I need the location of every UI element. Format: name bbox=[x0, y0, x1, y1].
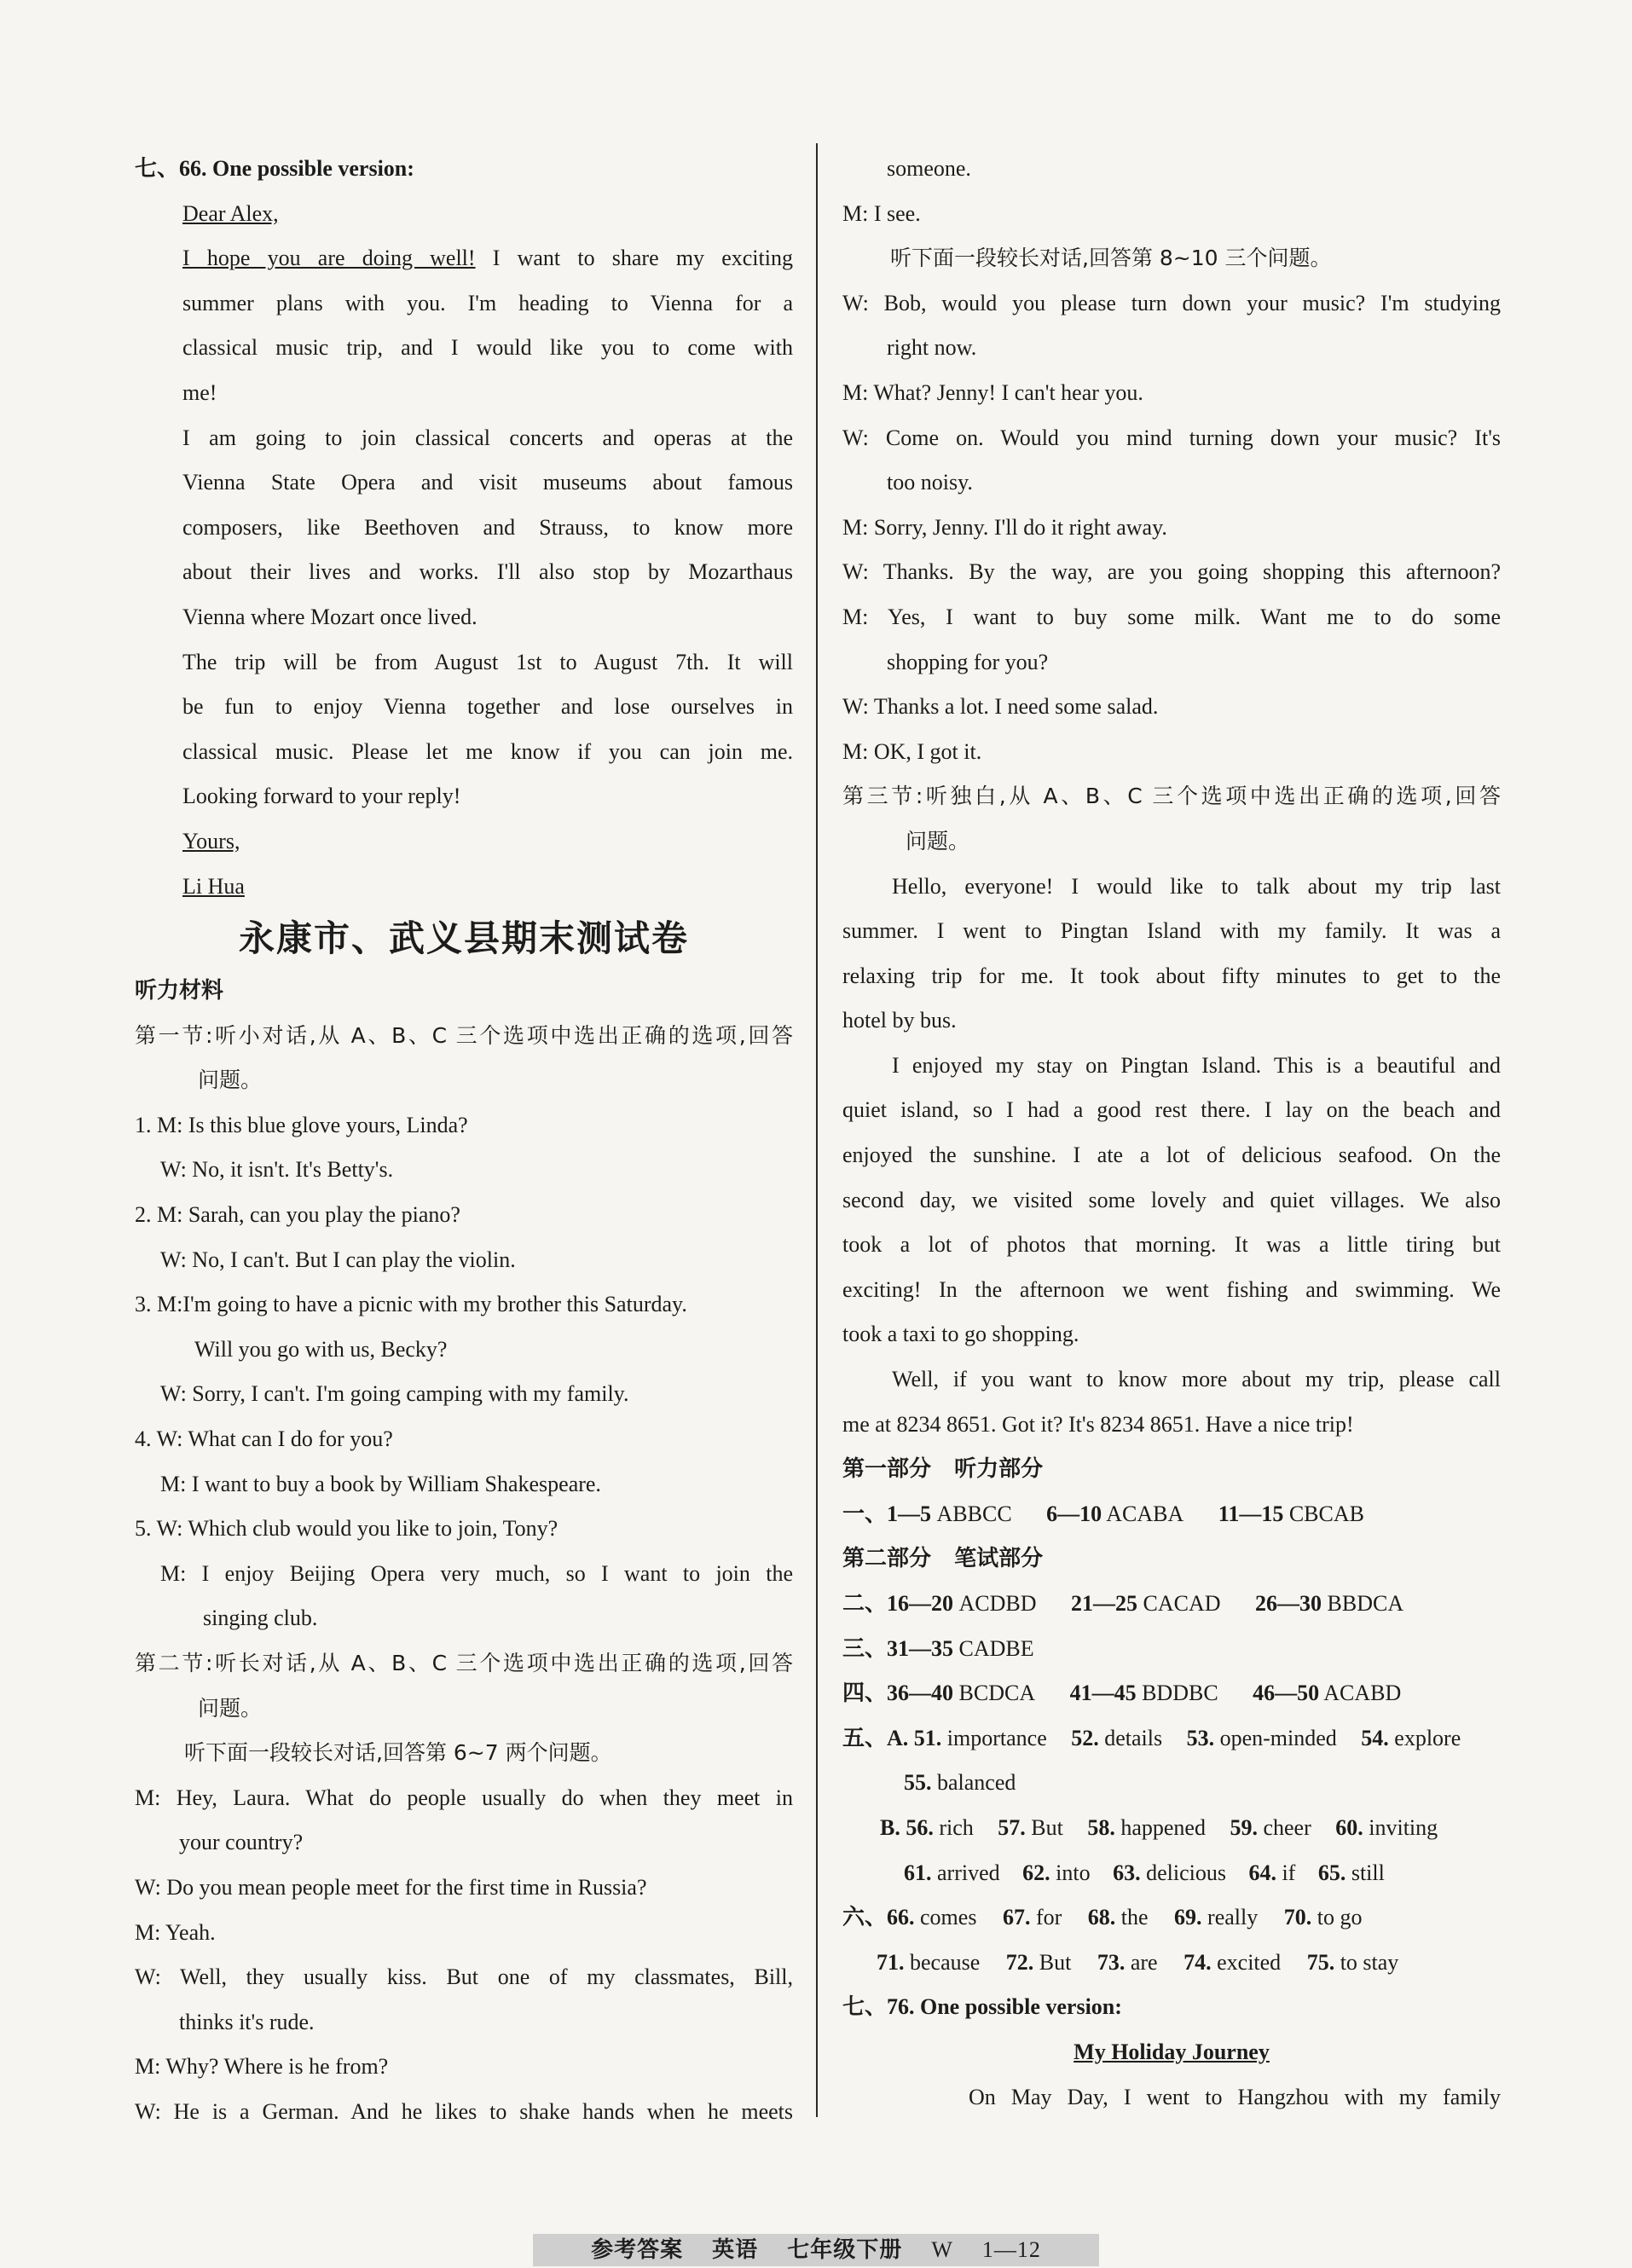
answer-range: B. 56. bbox=[880, 1814, 934, 1840]
conversation-line: your country? bbox=[179, 1830, 304, 1855]
conversation-line: M: I see. bbox=[842, 200, 921, 226]
answer-range: 11—15 bbox=[1218, 1501, 1284, 1526]
section-1-instruction-cont: 问题。 bbox=[198, 1067, 263, 1093]
answer-row bbox=[842, 1941, 1501, 1986]
answer-value: importance bbox=[946, 1725, 1047, 1750]
dialogue-line: 5. W: Which club would you like to join, Tony? bbox=[135, 1516, 558, 1542]
answer-range: 二、16—20 bbox=[842, 1591, 954, 1616]
monologue-line: quiet island, so I had a good rest there. I lay on the beach and bbox=[842, 1097, 1501, 1123]
answer-range: 46—50 bbox=[1253, 1681, 1320, 1706]
answer-range: 63. bbox=[1113, 1860, 1141, 1885]
answer-value: for bbox=[1035, 1905, 1062, 1930]
answer-value: explore bbox=[1394, 1725, 1461, 1750]
part-1-heading: 第一部分 听力部分 bbox=[842, 1456, 1044, 1483]
dialogue-line: W: No, it isn't. It's Betty's. bbox=[160, 1157, 394, 1183]
answer-value: to stay bbox=[1340, 1949, 1399, 1975]
answer-range: 75. bbox=[1306, 1949, 1335, 1975]
letter-line: I am going to join classical concerts and operas at the bbox=[182, 425, 793, 450]
answer-row bbox=[842, 1671, 1501, 1716]
answer-value: balanced bbox=[937, 1770, 1016, 1796]
dialogue-line: W: Sorry, I can't. I'm going camping with my family. bbox=[160, 1381, 629, 1407]
conversation-line: W: Well, they usually kiss. But one of my classmates, Bill, bbox=[135, 1964, 793, 1990]
answer-value: rich bbox=[939, 1814, 974, 1840]
letter-line: me! bbox=[182, 379, 217, 405]
answer-value: details bbox=[1104, 1725, 1163, 1750]
answer-range: 一、1—5 bbox=[842, 1501, 932, 1526]
dialogue-line: 3. M:I'm going to have a picnic with my brother this Saturday. bbox=[135, 1292, 687, 1317]
dialogue-line: 2. M: Sarah, can you play the piano? bbox=[135, 1202, 460, 1228]
footer-label: 参考答案 bbox=[591, 2237, 684, 2263]
answer-value: ABBCC bbox=[936, 1501, 1012, 1526]
answer-range: 55. bbox=[904, 1770, 932, 1796]
monologue-line: exciting! In the afternoon we went fishing and swimming. We bbox=[842, 1276, 1501, 1302]
conversation-line: right now. bbox=[887, 335, 977, 361]
letter-line: summer plans with you. I'm heading to Vienna for a bbox=[182, 290, 793, 315]
answer-row bbox=[842, 1582, 1501, 1627]
section-2-instruction-cont: 问题。 bbox=[198, 1695, 263, 1721]
answer-value: inviting bbox=[1369, 1814, 1438, 1840]
conversation-line: W: Bob, would you please turn down your music? I'm studying bbox=[842, 290, 1501, 315]
answer-value: cheer bbox=[1263, 1814, 1311, 1840]
answer-value: excited bbox=[1217, 1949, 1282, 1975]
answer-range: 73. bbox=[1097, 1949, 1126, 1975]
answer-range: 26—30 bbox=[1255, 1591, 1322, 1616]
answer-range: 70. bbox=[1283, 1905, 1312, 1930]
answer-value: BDDBC bbox=[1142, 1681, 1218, 1706]
dialogue-line: M: I enjoy Beijing Opera very much, so I want to join the bbox=[160, 1560, 793, 1586]
answer-value: if bbox=[1282, 1860, 1296, 1885]
letter-text: I want to share my exciting bbox=[475, 246, 793, 271]
letter-line bbox=[135, 236, 793, 281]
answer-range: 69. bbox=[1174, 1905, 1202, 1930]
monologue-line: Well, if you want to know more about my trip, please call bbox=[892, 1367, 1501, 1392]
answer-row bbox=[842, 1806, 1501, 1851]
conversation-line: M: Why? Where is he from? bbox=[135, 2054, 389, 2080]
answer-range: 62. bbox=[1022, 1860, 1050, 1885]
essay-line: On May Day, I went to Hangzhou with my family bbox=[969, 2084, 1501, 2109]
footer-edition: W bbox=[931, 2237, 953, 2262]
monologue-line: relaxing trip for me. It took about fifty minutes to get to the bbox=[842, 963, 1501, 988]
listening-heading: 听力材料 bbox=[135, 978, 224, 1004]
monologue-line: second day, we visited some lovely and quiet villages. We also bbox=[842, 1187, 1501, 1212]
answer-value: ACABD bbox=[1323, 1681, 1402, 1706]
answer-range: 6—10 bbox=[1046, 1501, 1102, 1526]
letter-line: be fun to enjoy Vienna together and lose ourselves in bbox=[182, 694, 793, 720]
answer-value: because bbox=[910, 1949, 981, 1975]
letter-line: Looking forward to your reply! bbox=[182, 784, 461, 809]
heading-66: 七、66. One possible version: bbox=[135, 156, 414, 181]
left-column bbox=[135, 147, 793, 2135]
answer-value: ACABA bbox=[1106, 1501, 1184, 1526]
conversation-line: too noisy. bbox=[887, 470, 973, 495]
conversation-line: M: What? Jenny! I can't hear you. bbox=[842, 379, 1143, 405]
dialogue-line: Will you go with us, Becky? bbox=[194, 1336, 448, 1362]
column-divider bbox=[816, 143, 818, 2117]
answer-range: 64. bbox=[1248, 1860, 1276, 1885]
answer-row bbox=[842, 1716, 1501, 1762]
answer-range: 61. bbox=[904, 1860, 932, 1885]
footer-grade: 七年级下册 bbox=[787, 2237, 903, 2263]
answer-row bbox=[842, 1851, 1501, 1896]
monologue-line: took a lot of photos that morning. It was a little tiring but bbox=[842, 1232, 1501, 1258]
answer-range: 五、A. 51. bbox=[842, 1725, 942, 1750]
answer-range: 60. bbox=[1335, 1814, 1363, 1840]
instruction-8-10: 听下面一段较长对话,回答第 8~10 三个问题。 bbox=[890, 246, 1332, 271]
instruction-6-7: 听下面一段较长对话,回答第 6~7 两个问题。 bbox=[184, 1740, 612, 1766]
exam-title: 永康市、武义县期末测试卷 bbox=[238, 917, 689, 960]
answer-range: 21—25 bbox=[1071, 1591, 1138, 1616]
answer-value: But bbox=[1031, 1814, 1063, 1840]
page-footer bbox=[533, 2234, 1099, 2266]
answer-range: 53. bbox=[1186, 1725, 1215, 1750]
answer-value: comes bbox=[920, 1905, 977, 1930]
conversation-line: M: Hey, Laura. What do people usually do when they meet in bbox=[135, 1785, 793, 1810]
letter-line: about their lives and works. I'll also stop by Mozarthaus bbox=[182, 559, 793, 585]
letter-line: composers, like Beethoven and Strauss, to know more bbox=[182, 514, 793, 540]
letter-line: classical music trip, and I would like you to come with bbox=[182, 335, 793, 361]
answer-range: 52. bbox=[1071, 1725, 1099, 1750]
letter-line: Vienna State Opera and visit museums about famous bbox=[182, 470, 793, 495]
monologue-line: Hello, everyone! I would like to talk about my trip last bbox=[892, 873, 1501, 899]
answer-range: 67. bbox=[1002, 1905, 1031, 1930]
letter-line: The trip will be from August 1st to August 7th. It will bbox=[182, 649, 793, 674]
answer-value: open-minded bbox=[1219, 1725, 1337, 1750]
letter-line: classical music. Please let me know if you can join me. bbox=[182, 738, 793, 764]
section-1-instruction: 第一节:听小对话,从 A、B、C 三个选项中选出正确的选项,回答 bbox=[135, 1022, 793, 1048]
letter-closing: Yours, bbox=[182, 828, 240, 853]
monologue-line: me at 8234 8651. Got it? It's 8234 8651. Have a nice trip! bbox=[842, 1411, 1354, 1437]
conversation-line: shopping for you? bbox=[887, 649, 1049, 674]
dialogue-line: singing club. bbox=[203, 1606, 318, 1631]
section-3-instruction: 第三节:听独白,从 A、B、C 三个选项中选出正确的选项,回答 bbox=[842, 784, 1501, 809]
conversation-line: W: Do you mean people meet for the first time in Russia? bbox=[135, 1874, 647, 1900]
letter-underlined-sentence: I hope you are doing well! bbox=[182, 246, 476, 271]
answer-value: CACAD bbox=[1143, 1591, 1221, 1616]
answer-value: delicious bbox=[1146, 1860, 1226, 1885]
answer-value: really bbox=[1207, 1905, 1259, 1930]
conversation-line: thinks it's rude. bbox=[179, 2009, 315, 2034]
answer-value: BBDCA bbox=[1327, 1591, 1404, 1616]
footer-page: 1—12 bbox=[981, 2237, 1041, 2262]
answer-range: 六、66. bbox=[842, 1905, 915, 1930]
dialogue-line: W: No, I can't. But I can play the violin. bbox=[160, 1247, 516, 1272]
essay-title: My Holiday Journey bbox=[1074, 2039, 1270, 2064]
answer-value: into bbox=[1056, 1860, 1091, 1885]
monologue-line: I enjoyed my stay on Pingtan Island. This is a beautiful and bbox=[892, 1052, 1501, 1078]
answer-value: to go bbox=[1317, 1905, 1363, 1930]
conversation-line: M: Sorry, Jenny. I'll do it right away. bbox=[842, 514, 1167, 540]
dialogue-line: M: I want to buy a book by William Shakespeare. bbox=[160, 1471, 601, 1496]
conversation-line: M: Yes, I want to buy some milk. Want me to do some bbox=[842, 604, 1501, 629]
footer-subject: 英语 bbox=[712, 2237, 759, 2263]
answer-row bbox=[842, 1761, 1501, 1806]
answer-range: 54. bbox=[1361, 1725, 1389, 1750]
monologue-line: hotel by bus. bbox=[842, 1008, 957, 1033]
answer-value: BCDCA bbox=[958, 1681, 1036, 1706]
dialogue-line: 4. W: What can I do for you? bbox=[135, 1426, 393, 1452]
section-2-instruction: 第二节:听长对话,从 A、B、C 三个选项中选出正确的选项,回答 bbox=[135, 1651, 793, 1675]
answer-range: 74. bbox=[1183, 1949, 1212, 1975]
letter-signature: Li Hua bbox=[182, 873, 245, 899]
answer-range: 71. bbox=[877, 1949, 905, 1975]
answer-value: ACDBD bbox=[958, 1591, 1037, 1616]
answer-row bbox=[842, 1895, 1501, 1941]
conversation-line: someone. bbox=[887, 156, 971, 181]
letter-greeting: Dear Alex, bbox=[182, 200, 279, 226]
answer-range: 65. bbox=[1317, 1860, 1346, 1885]
answer-row bbox=[842, 1492, 1501, 1537]
answer-value: are bbox=[1130, 1949, 1158, 1975]
answer-range: 58. bbox=[1087, 1814, 1115, 1840]
answer-value: the bbox=[1120, 1905, 1149, 1930]
answer-value: CADBE bbox=[958, 1635, 1034, 1661]
answer-value: But bbox=[1039, 1949, 1072, 1975]
heading-76: 七、76. One possible version: bbox=[842, 1994, 1122, 2020]
conversation-line: W: Thanks a lot. I need some salad. bbox=[842, 694, 1159, 720]
answer-range: 57. bbox=[998, 1814, 1026, 1840]
answer-value: still bbox=[1351, 1860, 1385, 1885]
answer-range: 四、36—40 bbox=[842, 1681, 954, 1706]
conversation-line: W: Thanks. By the way, are you going shopping this afternoon? bbox=[842, 559, 1501, 585]
answer-range: 三、31—35 bbox=[842, 1635, 954, 1661]
monologue-line: took a taxi to go shopping. bbox=[842, 1322, 1079, 1347]
answer-value: happened bbox=[1120, 1814, 1206, 1840]
answer-value: arrived bbox=[937, 1860, 1000, 1885]
answer-row bbox=[842, 1627, 1501, 1672]
conversation-line: W: He is a German. And he likes to shake hands when he meets bbox=[135, 2098, 793, 2124]
conversation-line: M: OK, I got it. bbox=[842, 738, 982, 764]
letter-line: Vienna where Mozart once lived. bbox=[182, 604, 477, 629]
monologue-line: enjoyed the sunshine. I ate a lot of delicious seafood. On the bbox=[842, 1143, 1501, 1168]
answer-value: CBCAB bbox=[1288, 1501, 1364, 1526]
conversation-line: W: Come on. Would you mind turning down your music? It's bbox=[842, 425, 1501, 450]
conversation-line: M: Yeah. bbox=[135, 1919, 216, 1945]
section-3-instruction-cont: 问题。 bbox=[906, 828, 970, 853]
answer-range: 41—45 bbox=[1069, 1681, 1137, 1706]
answer-range: 68. bbox=[1087, 1905, 1116, 1930]
answer-range: 72. bbox=[1005, 1949, 1034, 1975]
monologue-line: summer. I went to Pingtan Island with my family. It was a bbox=[842, 918, 1501, 944]
right-column bbox=[842, 147, 1501, 2120]
part-2-heading: 第二部分 笔试部分 bbox=[842, 1546, 1044, 1572]
answer-range: 59. bbox=[1230, 1814, 1258, 1840]
dialogue-line: 1. M: Is this blue glove yours, Linda? bbox=[135, 1112, 468, 1137]
